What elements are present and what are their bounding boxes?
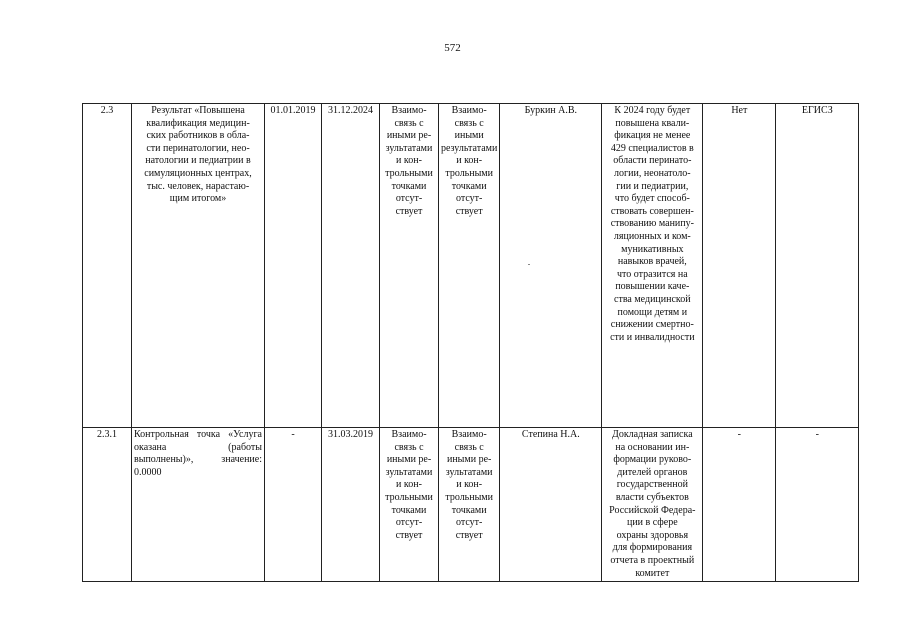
critical-path-cell: - [703,428,776,582]
end-date-cell: 31.12.2024 [322,104,380,428]
page-number: 572 [444,42,461,54]
information-system-cell: - [776,428,859,582]
predecessor-cell: Взаимо- связь с иными ре- зультатами и кон- трольными точками отсут- ствует [380,104,439,428]
responsible-cell: Буркин А.В. [500,104,602,428]
scan-speck [528,264,530,265]
successor-cell: Взаимо- связь с иными ре- зультатами и кон- трольными точками отсут- ствует [439,428,500,582]
information-system-cell: ЕГИСЗ [776,104,859,428]
responsible-cell: Степина Н.А. [500,428,602,582]
row-number-cell: 2.3.1 [83,428,132,582]
start-date-cell: 01.01.2019 [265,104,322,428]
description-cell: К 2024 году будет повышена квали- фикация не менее 429 специалистов в области перинато- логии, неонатоло- гии и педиатрии, что будет способ- ствовать совершен- ствованию манипу- ляционных и ком- муникативных навыков врачей, что отразится на повышении каче- ства медицинской помощи детям и снижении смертно- сти и инвалидности [602,104,703,428]
end-date-cell: 31.03.2019 [322,428,380,582]
successor-cell: Взаимо- связь с иными результатами и кон- трольными точками отсут- ствует [439,104,500,428]
result-name-cell: Результат «Повышена квалификация медицин- ских работников в обла- сти перинатологии, нео- натологии и педиатрии в симуляционных центрах, тыс. человек, нарастаю- щим итогом» [132,104,265,428]
row-number-cell: 2.3 [83,104,132,428]
table-row [83,428,859,582]
predecessor-cell: Взаимо- связь с иными ре- зультатами и кон- трольными точками отсут- ствует [380,428,439,582]
table-row [83,104,859,428]
plan-table [82,103,859,582]
start-date-cell: - [265,428,322,582]
description-cell: Докладная записка на основании ин- формации руково- дителей органов государственной власти субъектов Российской Федера- ции в сфере охраны здоровья для формирования отчета в проектный комитет [602,428,703,582]
checkpoint-name-cell: Контрольная точка «Услуга оказана (работы выполнены)», значение: 0.0000 [132,428,265,582]
critical-path-cell: Нет [703,104,776,428]
